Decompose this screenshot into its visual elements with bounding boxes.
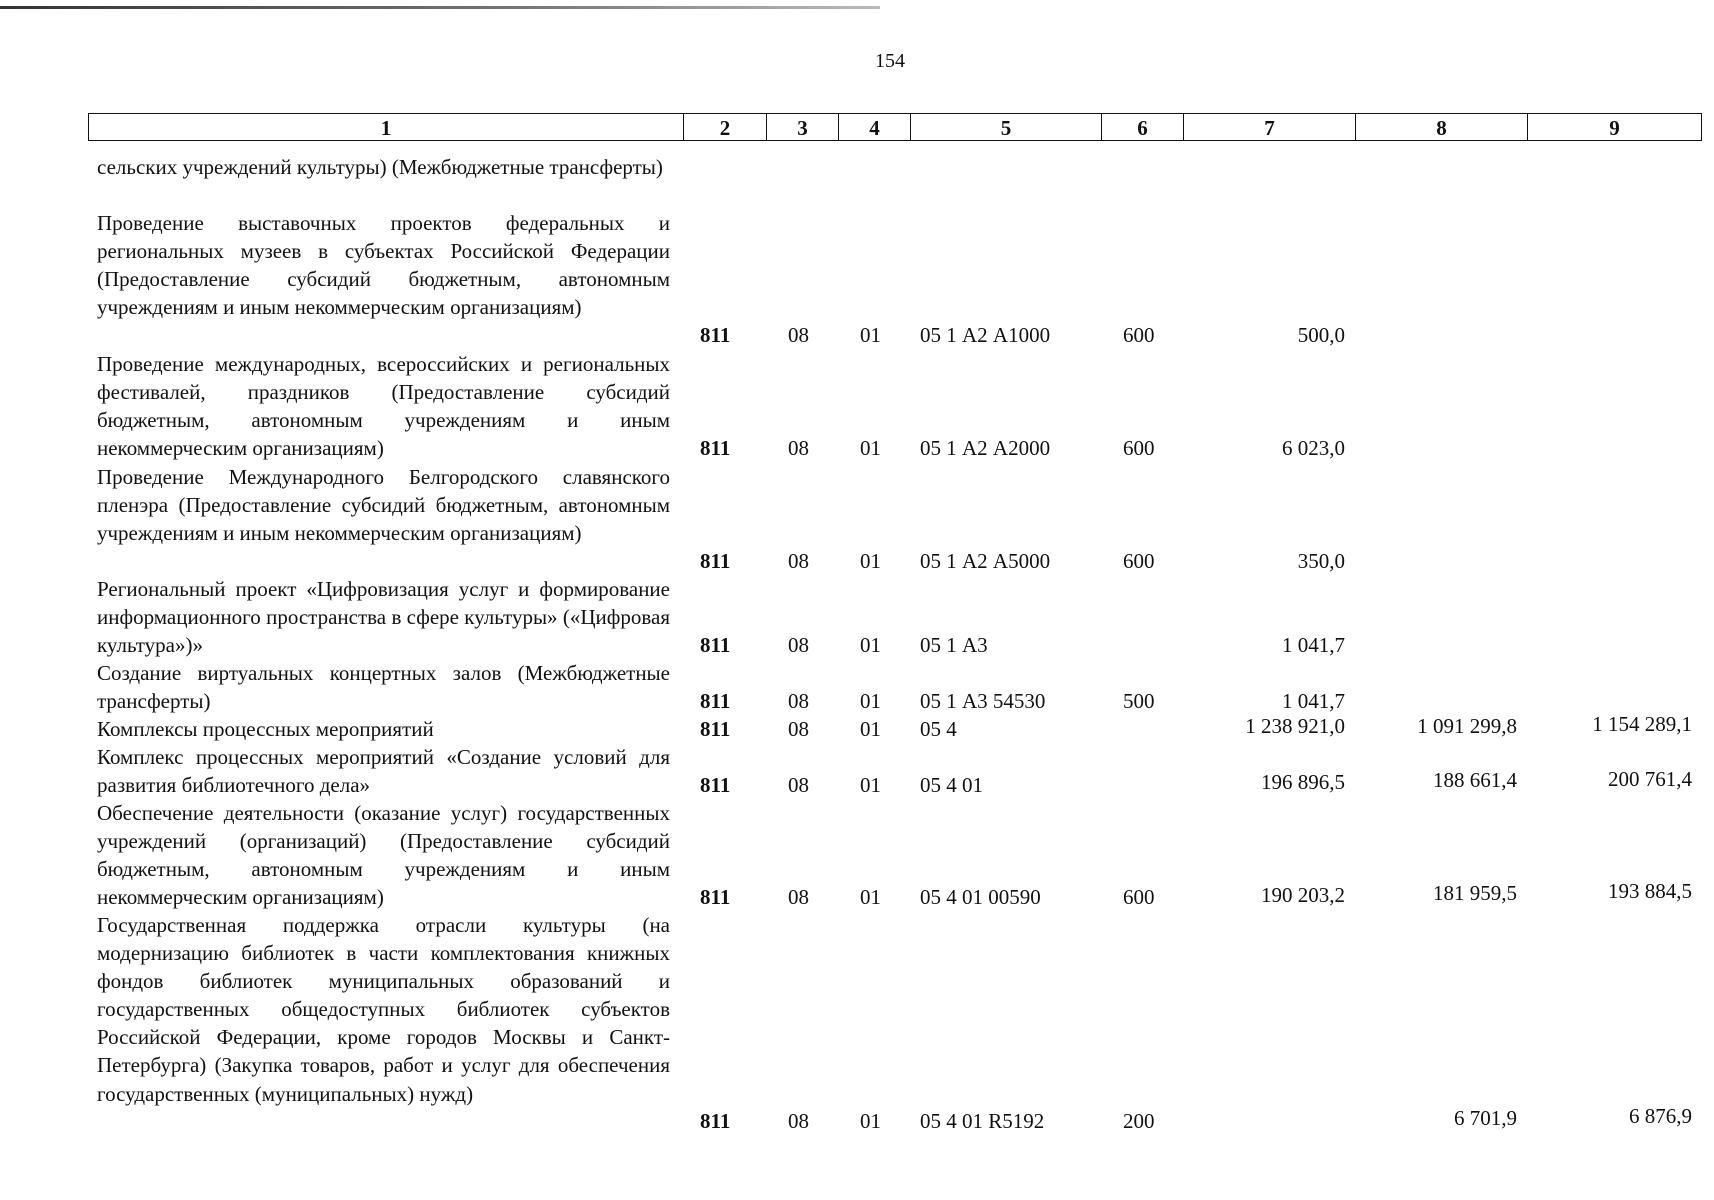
subsection-code: 01	[860, 885, 881, 909]
admin-code: 811	[700, 717, 731, 741]
subsection-code: 01	[860, 717, 881, 741]
expense-type-code: 500	[1123, 689, 1155, 713]
section-code: 08	[788, 323, 809, 347]
row-description: Региональный проект «Цифровизация услуг и формирование информационного пространства в сфере культуры» («Цифровая культура»)»	[97, 577, 670, 658]
header-col-2: 2	[683, 113, 767, 141]
row-description: Проведение международных, всероссийских и региональных фестивалей, праздников (Предоставление субсидий бюджетным, автономным учреждениям и иным некоммерческим организациям)	[97, 352, 670, 461]
target-article-code: 05 1 А2 А5000	[920, 549, 1051, 573]
subsection-code: 01	[860, 323, 881, 347]
admin-code: 811	[700, 689, 731, 713]
amount-col-8: 1 091 299,8	[1417, 714, 1517, 738]
section-code: 08	[788, 549, 809, 573]
target-article-code: 05 4 01	[920, 773, 983, 797]
header-col-6: 6	[1101, 113, 1184, 141]
section-code: 08	[788, 885, 809, 909]
amount-col-7: 1 041,7	[1282, 633, 1345, 657]
amount-col-7: 190 203,2	[1261, 883, 1345, 907]
amount-col-8: 188 661,4	[1433, 768, 1517, 792]
row-description: Проведение Международного Белгородского славянского пленэра (Предоставление субсидий бюджетным, автономным учреждениям и иным некоммерческим организациям)	[97, 465, 670, 546]
header-col-5: 5	[910, 113, 1102, 141]
target-article-code: 05 4 01 00590	[920, 885, 1041, 909]
subsection-code: 01	[860, 689, 881, 713]
target-article-code: 05 1 А2 А1000	[920, 323, 1051, 347]
section-code: 08	[788, 436, 809, 460]
admin-code: 811	[700, 885, 731, 909]
expense-type-code: 600	[1123, 549, 1155, 573]
amount-col-7: 350,0	[1297, 549, 1345, 573]
amount-col-9: 193 884,5	[1608, 879, 1692, 903]
section-code: 08	[788, 773, 809, 797]
row-description: Создание виртуальных концертных залов (Межбюджетные трансферты)	[97, 661, 670, 714]
row-description: сельских учреждений культуры) (Межбюджетные трансферты)	[97, 155, 663, 179]
target-article-code: 05 1 А3 54530	[920, 689, 1046, 713]
header-col-4: 4	[838, 113, 911, 141]
amount-col-7: 6 023,0	[1282, 436, 1345, 460]
header-col-1: 1	[88, 113, 684, 141]
header-col-3: 3	[766, 113, 839, 141]
target-article-code: 05 4	[920, 717, 957, 741]
section-code: 08	[788, 717, 809, 741]
expense-type-code: 600	[1123, 323, 1155, 347]
subsection-code: 01	[860, 436, 881, 460]
admin-code: 811	[700, 633, 731, 657]
page-number: 154	[875, 50, 905, 72]
amount-col-9: 1 154 289,1	[1592, 712, 1692, 736]
row-description: Государственная поддержка отрасли культуры (на модернизацию библиотек в части комплектования книжных фондов библиотек муниципальных образований и государственных общедоступных библиотек субъектов Российской Федерации, кроме городов Москвы и Санкт-Петербурга) (Закупка товаров, работ и услуг для обеспечения государственных (муниципальных) нужд)	[97, 913, 670, 1106]
row-description: Обеспечение деятельности (оказание услуг) государственных учреждений (организаций) (Предоставление субсидий бюджетным, автономным учреждениям и иным некоммерческим организациям)	[97, 801, 670, 910]
amount-col-7: 500,0	[1297, 323, 1345, 347]
admin-code: 811	[700, 549, 731, 573]
table-header	[88, 113, 1702, 141]
target-article-code: 05 1 А3	[920, 633, 988, 657]
amount-col-8: 181 959,5	[1433, 881, 1517, 905]
expense-type-code: 600	[1123, 436, 1155, 460]
admin-code: 811	[700, 1109, 731, 1133]
header-col-7: 7	[1183, 113, 1356, 141]
amount-col-7: 1 041,7	[1282, 689, 1345, 713]
row-description: Комплексы процессных мероприятий	[97, 717, 434, 741]
scan-edge-line	[0, 6, 880, 9]
admin-code: 811	[700, 323, 731, 347]
amount-col-9: 6 876,9	[1629, 1104, 1692, 1128]
expense-type-code: 600	[1123, 885, 1155, 909]
amount-col-7: 196 896,5	[1261, 770, 1345, 794]
subsection-code: 01	[860, 1109, 881, 1133]
header-col-9: 9	[1527, 113, 1702, 141]
admin-code: 811	[700, 436, 731, 460]
amount-col-9: 200 761,4	[1608, 767, 1692, 791]
admin-code: 811	[700, 773, 731, 797]
target-article-code: 05 4 01 R5192	[920, 1109, 1045, 1133]
header-col-8: 8	[1355, 113, 1528, 141]
section-code: 08	[788, 1109, 809, 1133]
row-description: Проведение выставочных проектов федеральных и региональных музеев в субъектах Российской Федерации (Предоставление субсидий бюджетным, автономным учреждениям и иным некоммерческим организациям)	[97, 211, 670, 320]
section-code: 08	[788, 633, 809, 657]
amount-col-8: 6 701,9	[1454, 1106, 1517, 1130]
subsection-code: 01	[860, 549, 881, 573]
section-code: 08	[788, 689, 809, 713]
expense-type-code: 200	[1123, 1109, 1155, 1133]
subsection-code: 01	[860, 773, 881, 797]
amount-col-7: 1 238 921,0	[1245, 714, 1345, 738]
subsection-code: 01	[860, 633, 881, 657]
row-description: Комплекс процессных мероприятий «Создание условий для развития библиотечного дела»	[97, 745, 670, 798]
target-article-code: 05 1 А2 А2000	[920, 436, 1051, 460]
